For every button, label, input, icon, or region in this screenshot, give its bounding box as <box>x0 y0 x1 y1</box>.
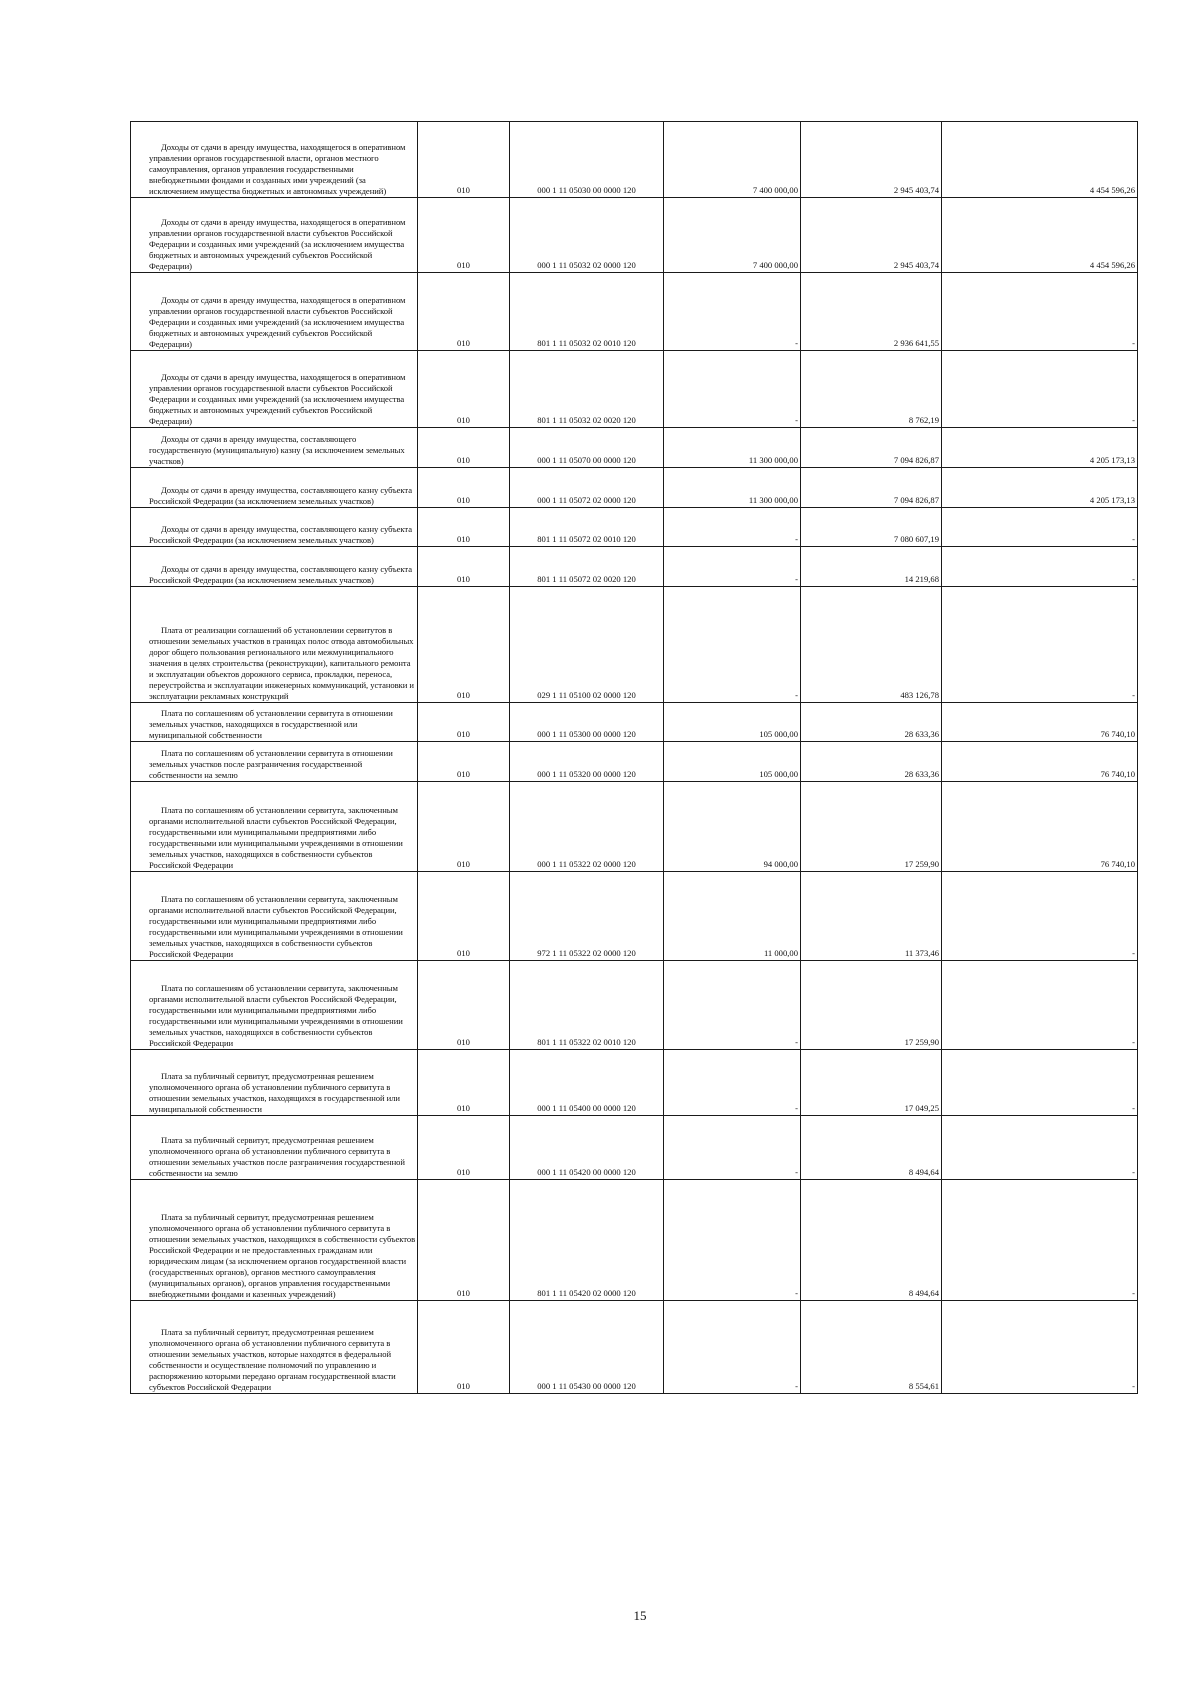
table-row <box>131 198 1138 273</box>
table-row <box>131 782 1138 872</box>
row-name-text: Плата за публичный сервитут, предусмотренная решением уполномоченного органа об установлении публичного сервитута в отношении земельных участков после разграничения государственной собственности на землю <box>149 1135 405 1178</box>
row-code-cell: 010 <box>418 1301 510 1394</box>
row-name-text: Доходы от сдачи в аренду имущества, составляющего государственную (муниципальную) казну (за исключением земельных участков) <box>149 434 405 466</box>
row-code-cell: 010 <box>418 961 510 1050</box>
table-row <box>131 1116 1138 1180</box>
row-name-cell <box>131 961 418 1050</box>
row-executed-cell: 17 049,25 <box>801 1050 942 1116</box>
row-kbk-cell: 000 1 11 05072 02 0000 120 <box>510 468 664 508</box>
row-approved-cell: - <box>664 1116 801 1180</box>
row-approved-cell: - <box>664 1050 801 1116</box>
row-name-cell <box>131 587 418 703</box>
row-approved-cell: - <box>664 273 801 351</box>
row-kbk-cell: 801 1 11 05322 02 0010 120 <box>510 961 664 1050</box>
row-kbk-cell: 000 1 11 05300 00 0000 120 <box>510 703 664 742</box>
row-kbk-cell: 972 1 11 05322 02 0000 120 <box>510 872 664 961</box>
row-executed-cell: 8 494,64 <box>801 1116 942 1180</box>
table-row <box>131 742 1138 782</box>
row-kbk-cell: 000 1 11 05322 02 0000 120 <box>510 782 664 872</box>
row-unexecuted-cell: - <box>942 351 1138 428</box>
row-name-text: Доходы от сдачи в аренду имущества, находящегося в оперативном управлении органов государственной власти, органов местного самоуправления, органов управления государственными внебюджетными фондами и созданных ими учреждений (за исключением имущества бюджетных и автономных учреждений) <box>149 142 406 196</box>
row-name-text: Доходы от сдачи в аренду имущества, составляющего казну субъекта Российской Федерации (за исключением земельных участков) <box>149 524 412 545</box>
table-row <box>131 1301 1138 1394</box>
row-kbk-cell: 801 1 11 05032 02 0020 120 <box>510 351 664 428</box>
row-kbk-cell: 801 1 11 05072 02 0020 120 <box>510 547 664 587</box>
row-code-cell: 010 <box>418 273 510 351</box>
row-approved-cell: 11 000,00 <box>664 872 801 961</box>
row-name-text: Плата от реализации соглашений об установлении сервитутов в отношении земельных участков в границах полос отвода автомобильных дорог общего пользования регионального или межмуниципального значения в целях строительства (реконструкции), капитального ремонта и эксплуатации объектов дорожного сервиса, прокладки, переноса, переустройства и эксплуатации инженерных коммуникаций, установки и эксплуатации рекламных конструкций <box>149 625 414 701</box>
row-approved-cell: - <box>664 508 801 547</box>
row-name-text: Плата по соглашениям об установлении сервитута в отношении земельных участков, находящихся в государственной или муниципальной собственности <box>149 708 393 740</box>
row-name-cell <box>131 428 418 468</box>
row-executed-cell: 7 080 607,19 <box>801 508 942 547</box>
row-executed-cell: 8 494,64 <box>801 1180 942 1301</box>
row-unexecuted-cell: - <box>942 1180 1138 1301</box>
table-row <box>131 961 1138 1050</box>
row-code-cell: 010 <box>418 1050 510 1116</box>
row-code-cell: 010 <box>418 872 510 961</box>
row-unexecuted-cell: 4 205 173,13 <box>942 428 1138 468</box>
row-code-cell: 010 <box>418 122 510 198</box>
row-approved-cell: 11 300 000,00 <box>664 428 801 468</box>
row-unexecuted-cell: 76 740,10 <box>942 703 1138 742</box>
row-name-cell <box>131 1180 418 1301</box>
row-approved-cell: 7 400 000,00 <box>664 198 801 273</box>
row-name-cell <box>131 782 418 872</box>
row-name-text: Доходы от сдачи в аренду имущества, находящегося в оперативном управлении органов государственной власти субъектов Российской Федерации и созданных ими учреждений (за исключением имущества бюджетных и автономных учреждений субъектов Российской Федерации) <box>149 372 406 426</box>
row-unexecuted-cell: - <box>942 1050 1138 1116</box>
row-name-cell <box>131 1116 418 1180</box>
row-name-text: Доходы от сдачи в аренду имущества, находящегося в оперативном управлении органов государственной власти субъектов Российской Федерации и созданных ими учреждений (за исключением имущества бюджетных и автономных учреждений субъектов Российской Федерации) <box>149 217 406 271</box>
table-row <box>131 468 1138 508</box>
row-approved-cell: - <box>664 587 801 703</box>
table-row <box>131 508 1138 547</box>
row-code-cell: 010 <box>418 198 510 273</box>
row-unexecuted-cell: - <box>942 547 1138 587</box>
table-row <box>131 273 1138 351</box>
row-kbk-cell: 000 1 11 05070 00 0000 120 <box>510 428 664 468</box>
row-executed-cell: 14 219,68 <box>801 547 942 587</box>
row-executed-cell: 17 259,90 <box>801 782 942 872</box>
row-name-text: Плата за публичный сервитут, предусмотренная решением уполномоченного органа об установлении публичного сервитута в отношении земельных участков, которые находятся в федеральной собственности и осуществление полномочий по управлению и распоряжению которыми передано органам государственной власти субъектов Российской Федерации <box>149 1327 396 1392</box>
row-unexecuted-cell: - <box>942 273 1138 351</box>
row-code-cell: 010 <box>418 587 510 703</box>
row-code-cell: 010 <box>418 428 510 468</box>
row-code-cell: 010 <box>418 742 510 782</box>
row-executed-cell: 2 945 403,74 <box>801 198 942 273</box>
row-approved-cell: 94 000,00 <box>664 782 801 872</box>
row-approved-cell: - <box>664 961 801 1050</box>
row-kbk-cell: 000 1 11 05030 00 0000 120 <box>510 122 664 198</box>
row-name-text: Плата за публичный сервитут, предусмотренная решением уполномоченного органа об установлении публичного сервитута в отношении земельных участков, находящихся в собственности субъектов Российской Федерации и не предоставленных гражданам или юридическим лицам (за исключением органов государственной власти (государственных органов), органов местного самоуправления (муниципальных органов), органов управления государственными внебюджетными фондами и казенных учреждений) <box>149 1212 416 1299</box>
row-executed-cell: 11 373,46 <box>801 872 942 961</box>
row-name-cell <box>131 508 418 547</box>
row-name-cell <box>131 273 418 351</box>
row-name-cell <box>131 198 418 273</box>
table-row <box>131 547 1138 587</box>
row-executed-cell: 28 633,36 <box>801 742 942 782</box>
row-unexecuted-cell: - <box>942 1116 1138 1180</box>
row-unexecuted-cell: 76 740,10 <box>942 782 1138 872</box>
row-kbk-cell: 801 1 11 05420 02 0000 120 <box>510 1180 664 1301</box>
row-executed-cell: 28 633,36 <box>801 703 942 742</box>
row-name-text: Плата за публичный сервитут, предусмотренная решением уполномоченного органа об установлении публичного сервитута в отношении земельных участков, находящихся в государственной или муниципальной собственности <box>149 1071 400 1114</box>
row-unexecuted-cell: - <box>942 587 1138 703</box>
table-row <box>131 703 1138 742</box>
row-code-cell: 010 <box>418 351 510 428</box>
row-approved-cell: 7 400 000,00 <box>664 122 801 198</box>
row-approved-cell: - <box>664 547 801 587</box>
row-name-text: Плата по соглашениям об установлении сервитута, заключенным органами исполнительной власти субъектов Российской Федерации, государственными или муниципальными предприятиями либо государственными или муниципальными учреждениями в отношении земельных участков, находящихся в собственности субъектов Российской Федерации <box>149 805 403 870</box>
table-row <box>131 351 1138 428</box>
row-name-cell <box>131 351 418 428</box>
row-code-cell: 010 <box>418 508 510 547</box>
row-executed-cell: 2 936 641,55 <box>801 273 942 351</box>
row-approved-cell: - <box>664 1301 801 1394</box>
row-code-cell: 010 <box>418 547 510 587</box>
row-unexecuted-cell: - <box>942 508 1138 547</box>
row-approved-cell: - <box>664 351 801 428</box>
table-row <box>131 428 1138 468</box>
row-code-cell: 010 <box>418 703 510 742</box>
row-code-cell: 010 <box>418 1180 510 1301</box>
table-row <box>131 587 1138 703</box>
row-name-cell <box>131 1050 418 1116</box>
row-executed-cell: 8 762,19 <box>801 351 942 428</box>
row-kbk-cell: 029 1 11 05100 02 0000 120 <box>510 587 664 703</box>
row-code-cell: 010 <box>418 468 510 508</box>
row-kbk-cell: 000 1 11 05032 02 0000 120 <box>510 198 664 273</box>
row-code-cell: 010 <box>418 1116 510 1180</box>
row-approved-cell: 105 000,00 <box>664 703 801 742</box>
row-name-text: Плата по соглашениям об установлении сервитута в отношении земельных участков после разграничения государственной собственности на землю <box>149 748 393 780</box>
row-approved-cell: - <box>664 1180 801 1301</box>
row-approved-cell: 11 300 000,00 <box>664 468 801 508</box>
row-name-text: Доходы от сдачи в аренду имущества, составляющего казну субъекта Российской Федерации (за исключением земельных участков) <box>149 485 412 506</box>
row-kbk-cell: 801 1 11 05032 02 0010 120 <box>510 273 664 351</box>
row-executed-cell: 483 126,78 <box>801 587 942 703</box>
row-name-cell <box>131 547 418 587</box>
row-kbk-cell: 801 1 11 05072 02 0010 120 <box>510 508 664 547</box>
row-name-cell <box>131 1301 418 1394</box>
row-name-cell <box>131 122 418 198</box>
row-unexecuted-cell: 76 740,10 <box>942 742 1138 782</box>
row-kbk-cell: 000 1 11 05430 00 0000 120 <box>510 1301 664 1394</box>
table-row <box>131 122 1138 198</box>
row-kbk-cell: 000 1 11 05320 00 0000 120 <box>510 742 664 782</box>
report-table <box>130 121 1138 1394</box>
row-approved-cell: 105 000,00 <box>664 742 801 782</box>
row-name-cell <box>131 872 418 961</box>
page-number: 15 <box>633 1608 647 1623</box>
row-kbk-cell: 000 1 11 05400 00 0000 120 <box>510 1050 664 1116</box>
table-row <box>131 872 1138 961</box>
row-name-text: Плата по соглашениям об установлении сервитута, заключенным органами исполнительной власти субъектов Российской Федерации, государственными или муниципальными предприятиями либо государственными или муниципальными учреждениями в отношении земельных участков, находящихся в собственности субъектов Российской Федерации <box>149 983 403 1048</box>
row-name-text: Доходы от сдачи в аренду имущества, составляющего казну субъекта Российской Федерации (за исключением земельных участков) <box>149 564 412 585</box>
row-name-cell <box>131 468 418 508</box>
row-executed-cell: 7 094 826,87 <box>801 468 942 508</box>
row-unexecuted-cell: - <box>942 872 1138 961</box>
row-name-cell <box>131 703 418 742</box>
row-executed-cell: 2 945 403,74 <box>801 122 942 198</box>
row-unexecuted-cell: 4 205 173,13 <box>942 468 1138 508</box>
row-executed-cell: 7 094 826,87 <box>801 428 942 468</box>
row-name-text: Доходы от сдачи в аренду имущества, находящегося в оперативном управлении органов государственной власти субъектов Российской Федерации и созданных ими учреждений (за исключением имущества бюджетных и автономных учреждений субъектов Российской Федерации) <box>149 295 406 349</box>
row-code-cell: 010 <box>418 782 510 872</box>
row-kbk-cell: 000 1 11 05420 00 0000 120 <box>510 1116 664 1180</box>
row-unexecuted-cell: 4 454 596,26 <box>942 198 1138 273</box>
row-executed-cell: 8 554,61 <box>801 1301 942 1394</box>
table-row <box>131 1050 1138 1116</box>
row-unexecuted-cell: - <box>942 961 1138 1050</box>
table-row <box>131 1180 1138 1301</box>
row-unexecuted-cell: 4 454 596,26 <box>942 122 1138 198</box>
row-name-text: Плата по соглашениям об установлении сервитута, заключенным органами исполнительной власти субъектов Российской Федерации, государственными или муниципальными предприятиями либо государственными или муниципальными учреждениями в отношении земельных участков, находящихся в собственности субъектов Российской Федерации <box>149 894 403 959</box>
report-table-body <box>131 122 1138 1394</box>
row-unexecuted-cell: - <box>942 1301 1138 1394</box>
row-name-cell <box>131 742 418 782</box>
row-executed-cell: 17 259,90 <box>801 961 942 1050</box>
